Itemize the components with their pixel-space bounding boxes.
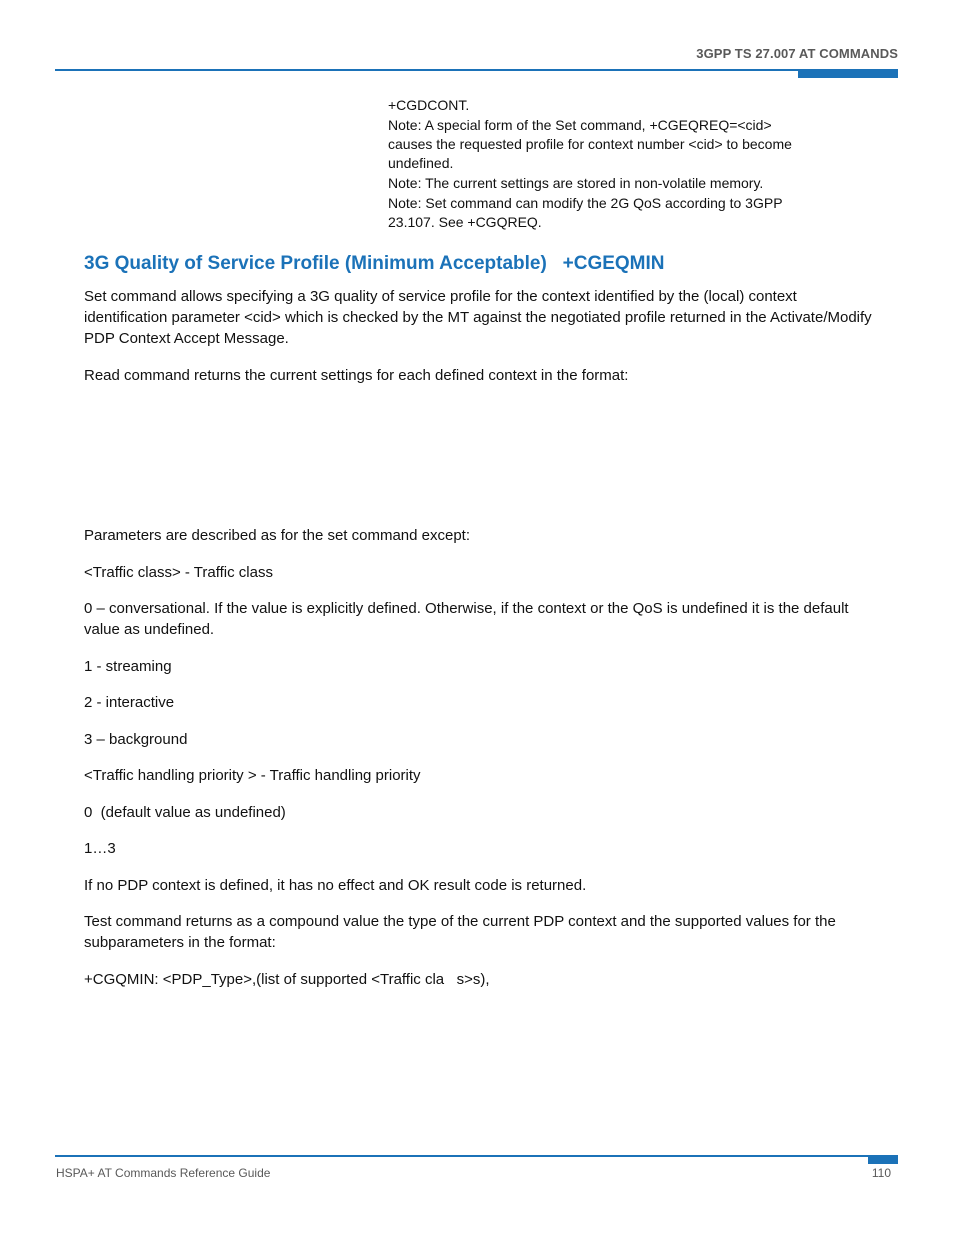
body-paragraph: <Traffic class> - Traffic class xyxy=(84,564,273,581)
body-paragraph: <Traffic handling priority > - Traffic handling priority xyxy=(84,767,421,784)
section-heading: 3G Quality of Service Profile (Minimum Acceptable) +CGEQMIN xyxy=(84,253,665,274)
footer-guide-title: HSPA+ AT Commands Reference Guide xyxy=(56,1166,271,1180)
footer-accent-block xyxy=(868,1155,898,1164)
note-line: Note: The current settings are stored in non-volatile memory. xyxy=(388,175,764,191)
body-paragraph: Test command returns as a compound value the type of the current PDP context and the supported values for the subparameters in the format: xyxy=(84,913,836,951)
body-paragraph: 1…3 xyxy=(84,840,116,857)
body-paragraph: If no PDP context is defined, it has no effect and OK result code is returned. xyxy=(84,877,587,894)
notes-block xyxy=(388,96,818,233)
note-line: +CGDCONT. xyxy=(388,97,470,113)
footer-rule xyxy=(55,1155,898,1157)
note-line: Note: A special form of the Set command, +CGEQREQ=<cid> causes the requested profile for context number <cid> to become undefined. xyxy=(388,117,792,171)
header-accent-block xyxy=(798,69,898,78)
header-rule xyxy=(55,69,898,71)
body-paragraph: 2 - interactive xyxy=(84,694,175,711)
body-paragraph: 1 - streaming xyxy=(84,658,172,675)
body-paragraph: Read command returns the current settings for each defined context in the format: xyxy=(84,367,629,384)
page-number: 110 xyxy=(871,1166,891,1180)
body-paragraph: 0 – conversational. If the value is explicitly defined. Otherwise, if the context or the QoS is undefined it is the default value as undefined. xyxy=(84,600,849,638)
body-paragraph: Set command allows specifying a 3G quality of service profile for the context identified by the (local) context identification parameter <cid> which is checked by the MT against the negotiated profile returned in the Activate/Modify PDP Context Accept Message. xyxy=(84,288,872,347)
body-paragraph: 0 (default value as undefined) xyxy=(84,804,286,821)
body-paragraph: +CGQMIN: <PDP_Type>,(list of supported <Traffic cla s>s), xyxy=(84,971,490,988)
header-title: 3GPP TS 27.007 AT COMMANDS xyxy=(696,46,898,61)
body-paragraph: Parameters are described as for the set command except: xyxy=(84,527,471,544)
body-paragraph: 3 – background xyxy=(84,731,188,748)
note-line: Note: Set command can modify the 2G QoS according to 3GPP 23.107. See +CGQREQ. xyxy=(388,195,783,230)
